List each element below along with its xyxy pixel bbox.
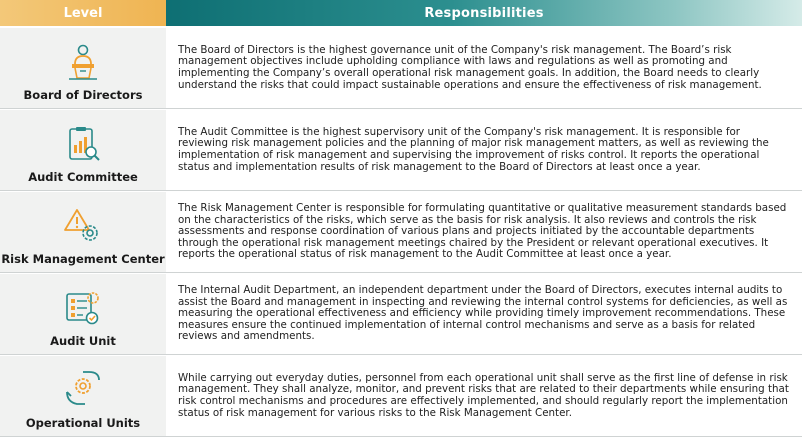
- level-name: Board of Directors: [23, 88, 143, 102]
- warning-gear-icon: [63, 206, 103, 246]
- level-name: Audit Unit: [50, 334, 116, 348]
- table-header: [0, 0, 802, 26]
- level-name: Audit Committee: [28, 170, 138, 184]
- row-divider: [0, 272, 802, 273]
- hands-gear-icon: [63, 370, 103, 410]
- table-row: [0, 28, 802, 108]
- level-cell: [0, 110, 166, 190]
- table-row: [0, 110, 802, 190]
- level-name: Operational Units: [25, 416, 141, 430]
- table-row: [0, 274, 802, 354]
- responsibility-text: The Risk Management Center is responsible for formulating quantitative or qualitative measurement standards based on the characteristics of the risks, which serve as the basis for risk analysis. It also reviews and controls the risk assessments and response coordination of various plans and projects initiated by the accountable departments through the operational risk management meetings chaired by the President or relevant operational executives. It reports the operational status of risk management to the Audit Committee at least once a year.: [178, 202, 787, 261]
- table-row: [0, 192, 802, 272]
- level-cell: [0, 28, 166, 108]
- responsibility-text: The Internal Audit Department, an independent department under the Board of Directors, executes internal audits to assist the Board and management in inspecting and reviewing the internal control systems for deficiencies, as well as measuring the operational effectiveness and efficiency while providing timely improvement recommendations. These measures ensure the continued implementation of internal control mechanisms and serve as a basis for related reviews and amendments.: [178, 284, 788, 343]
- responsibility-text: The Board of Directors is the highest governance unit of the Company's risk management. The Board’s risk management objectives include upholding compliance with laws and regulations as well as promoting and implementing the Company’s overall operational risk management goals. In addition, the Board needs to clearly understand the risks that could impact sustainable operations and ensure the effectiveness of risk management.: [178, 43, 762, 91]
- level-column-header: Level: [0, 0, 166, 26]
- checklist-gear-icon: [63, 288, 103, 328]
- level-name: Risk Management Center: [1, 252, 165, 266]
- level-cell: [0, 274, 166, 354]
- responsibilities-column-header: Responsibilities: [166, 0, 802, 26]
- row-divider: [0, 108, 802, 109]
- table-row: [0, 356, 802, 436]
- row-divider: [0, 190, 802, 191]
- podium-speaker-icon: [63, 42, 103, 82]
- level-cell: [0, 356, 166, 436]
- row-divider: [0, 436, 802, 437]
- row-divider: [0, 354, 802, 355]
- responsibility-text: While carrying out everyday duties, personnel from each operational unit shall serve as the first line of defense in risk management. They shall analyze, monitor, and prevent risks that are related to their departments while ensuring that risk control mechanisms and procedures are effectively implemented, and should regularly report the implementation status of risk management for various risks to the Risk Management Center.: [178, 371, 789, 419]
- level-cell: [0, 192, 166, 272]
- responsibility-text: The Audit Committee is the highest supervisory unit of the Company's risk management. It is responsible for reviewing risk management policies and the planning of major risk management matters, as well as reviewing the implementation of risk management and supervising the improvement of risks control. It reports the operational status and implementation results of risk management to the Board of Directors at least once a year.: [178, 125, 769, 173]
- audit-report-icon: [63, 124, 103, 164]
